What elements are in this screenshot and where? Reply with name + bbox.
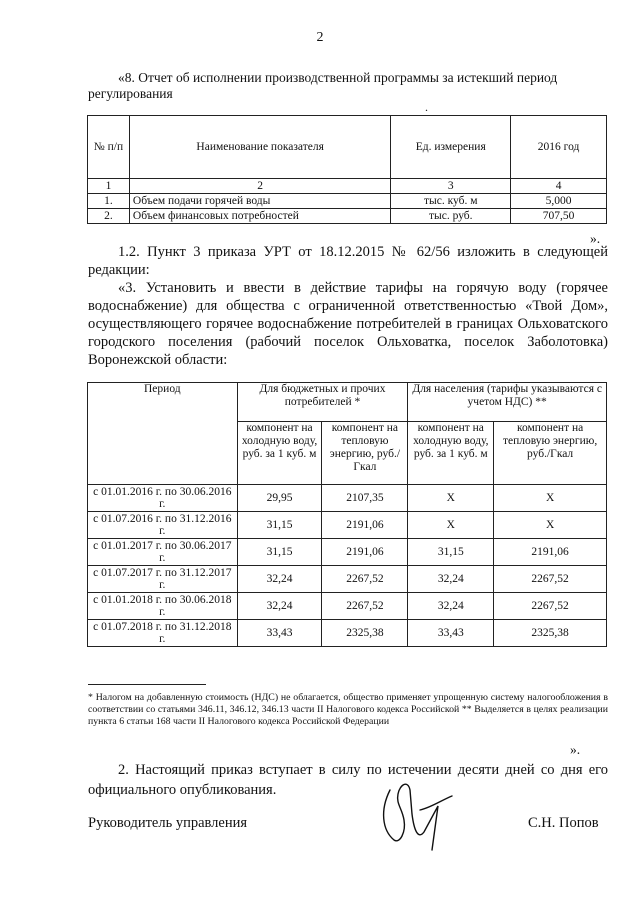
- table-row: [88, 485, 607, 512]
- row-unit: тыс. руб.: [391, 209, 511, 224]
- tariff-table: [87, 382, 607, 647]
- row-value: 5,000: [511, 194, 607, 209]
- signatory-title: Руководитель управления: [88, 815, 248, 831]
- row-value: 31,15: [237, 539, 322, 566]
- page-number: 2: [316, 30, 324, 45]
- row-value: 32,24: [237, 593, 322, 620]
- row-value: 2267,52: [494, 566, 607, 593]
- col-header-name: Наименование показателя: [129, 116, 390, 179]
- table-row: [88, 539, 607, 566]
- row-value: 2267,52: [322, 593, 408, 620]
- row-value: Х: [408, 485, 494, 512]
- header-budget: Для бюджетных и прочих потребителей *: [237, 383, 408, 422]
- row-number: 2.: [88, 209, 130, 224]
- row-name: Объем финансовых потребностей: [129, 209, 390, 224]
- row-value: 2267,52: [494, 593, 607, 620]
- row-value: 32,24: [408, 566, 494, 593]
- program-report-table: [87, 115, 607, 224]
- column-number-row: [88, 179, 607, 194]
- final-paragraph: [88, 760, 608, 800]
- footnote-divider: [88, 684, 206, 685]
- paragraph-1: 1.2. Пункт 3 приказа УРТ от 18.12.2015 № 62/56 изложить в следующей редакции:: [88, 244, 608, 278]
- row-value: 33,43: [237, 620, 322, 647]
- row-value: 32,24: [237, 566, 322, 593]
- col-header-year: 2016 год: [511, 116, 607, 179]
- row-value: 31,15: [237, 512, 322, 539]
- row-period: с 01.07.2018 г. по 31.12.2018 г.: [88, 620, 238, 647]
- row-name: Объем подачи горячей воды: [129, 194, 390, 209]
- table-row: [88, 194, 607, 209]
- col-header-number: № п/п: [88, 116, 130, 179]
- intro-dot: .: [425, 100, 428, 114]
- row-value: 2107,35: [322, 485, 408, 512]
- intro-line-2: регулирования: [88, 86, 173, 101]
- col-number: 4: [511, 179, 607, 194]
- subheader-population-cold: компонент на холодную воду, руб. за 1 куб. м: [408, 422, 494, 485]
- tariff-header-row: [88, 383, 607, 422]
- table-header-row: [88, 116, 607, 179]
- col-header-unit: Ед. измерения: [391, 116, 511, 179]
- table-row: [88, 209, 607, 224]
- closing-quote-1: ».: [590, 231, 601, 246]
- row-value: 29,95: [237, 485, 322, 512]
- row-period: с 01.07.2017 г. по 31.12.2017 г.: [88, 566, 238, 593]
- row-period: с 01.01.2018 г. по 30.06.2018 г.: [88, 593, 238, 620]
- final-paragraph-text: 2. Настоящий приказ вступает в силу по истечении десяти дней со дня его официального опубликования.: [88, 762, 608, 798]
- intro-line-1: «8. Отчет об исполнении производственной программы за истекший период: [118, 70, 558, 85]
- col-number: 3: [391, 179, 511, 194]
- handwritten-signature: [360, 770, 480, 860]
- intro-text: [88, 70, 608, 102]
- row-value: 2325,38: [322, 620, 408, 647]
- row-value: 2191,06: [494, 539, 607, 566]
- table-row: [88, 620, 607, 647]
- row-value: Х: [408, 512, 494, 539]
- closing-quote-2: ».: [570, 742, 581, 757]
- row-value: 707,50: [511, 209, 607, 224]
- subheader-budget-heat: компонент на тепловую энергию, руб./Гкал: [322, 422, 408, 485]
- row-period: с 01.07.2016 г. по 31.12.2016 г.: [88, 512, 238, 539]
- footnote: * Налогом на добавленную стоимость (НДС) не облагается, общество применяет упрощенную систему налогообложения в соответствии со статьями 346.11, 346.12, 346.13 части II Налогового кодекса Российской ** Выделяется в целях реализации пункта 6 статьи 168 части II Налогового кодекса Российской Федерации: [88, 692, 608, 727]
- amendment-paragraph: [88, 243, 608, 369]
- row-value: 32,24: [408, 593, 494, 620]
- row-value: 2325,38: [494, 620, 607, 647]
- col-number: 1: [88, 179, 130, 194]
- row-value: 2191,06: [322, 512, 408, 539]
- row-period: с 01.01.2017 г. по 30.06.2017 г.: [88, 539, 238, 566]
- row-value: 31,15: [408, 539, 494, 566]
- row-unit: тыс. куб. м: [391, 194, 511, 209]
- row-value: Х: [494, 512, 607, 539]
- paragraph-2: «3. Установить и ввести в действие тарифы на горячую воду (горячее водоснабжение) для общества с ограниченной ответственностью «Твой Дом», осуществляющего горячее водоснабжение потребителей в границах Ольховатского городского поселения (рабочий поселок Ольховатка, поселок Заболотовка) Воронежской области:: [88, 280, 608, 368]
- row-number: 1.: [88, 194, 130, 209]
- subheader-population-heat: компонент на тепловую энергию, руб./Гкал: [494, 422, 607, 485]
- header-period: Период: [88, 383, 238, 485]
- row-value: 2267,52: [322, 566, 408, 593]
- table-row: [88, 566, 607, 593]
- col-number: 2: [129, 179, 390, 194]
- signatory-name: С.Н. Попов: [528, 815, 599, 831]
- table-row: [88, 512, 607, 539]
- table-row: [88, 593, 607, 620]
- row-period: с 01.01.2016 г. по 30.06.2016 г.: [88, 485, 238, 512]
- row-value: 33,43: [408, 620, 494, 647]
- header-population: Для населения (тарифы указываются с учетом НДС) **: [408, 383, 607, 422]
- subheader-budget-cold: компонент на холодную воду, руб. за 1 куб. м: [237, 422, 322, 485]
- row-value: 2191,06: [322, 539, 408, 566]
- row-value: Х: [494, 485, 607, 512]
